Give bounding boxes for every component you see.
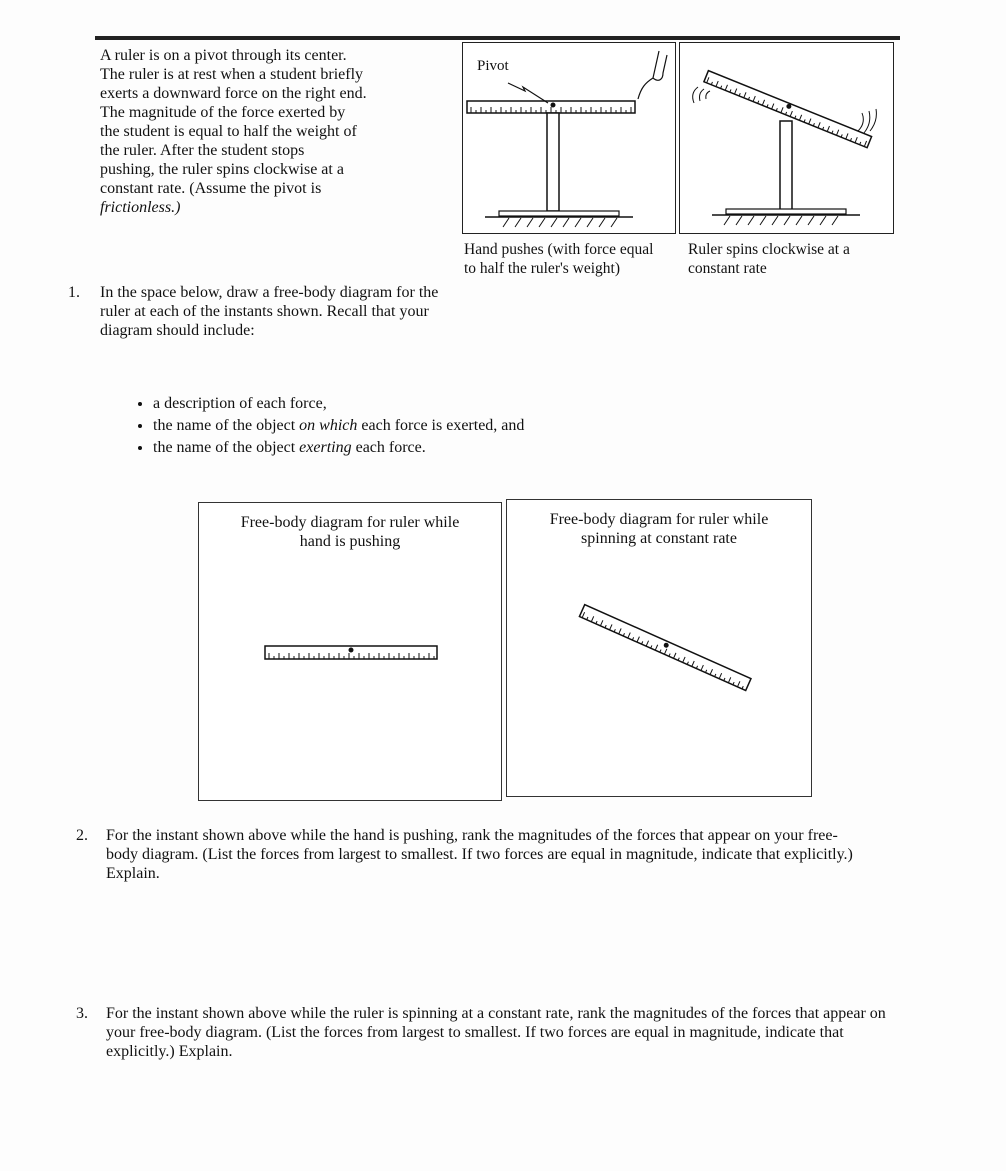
figure-ruler-spins	[679, 42, 894, 234]
bullet-text: each force is exerted, and	[357, 417, 525, 434]
intro-line: the ruler. After the student stops	[100, 142, 305, 159]
question-3-number: 3.	[76, 1005, 88, 1022]
fbd-title: Free-body diagram for ruler while hand is pushing	[240, 514, 460, 550]
tilted-ruler-drawing	[507, 500, 811, 796]
intro-paragraph	[100, 46, 445, 217]
bullet-text: each force.	[351, 439, 426, 456]
intro-line: A ruler is on a pivot through its center.	[100, 47, 347, 64]
motion-lines-icon	[693, 87, 710, 103]
bullet-item	[153, 415, 673, 437]
intro-line: The ruler is at rest when a student briefly	[100, 66, 364, 83]
intro-line-italic: frictionless.)	[100, 199, 181, 216]
caption-hand-pushes: Hand pushes (with force equal to half the ruler's weight)	[464, 241, 654, 277]
intro-line: exerts a downward force on the right end.	[100, 85, 367, 102]
intro-line: pushing, the ruler spins clockwise at a	[100, 161, 344, 178]
bullet-item	[153, 437, 673, 459]
fbd-box-spinning[interactable]	[506, 499, 812, 797]
question-2-text: For the instant shown above while the hand is pushing, rank the magnitudes of the forces that appear on your free-body diagram. (List the forces from largest to smallest. If two forces are equal in magnitude, indicate that explicitly.) Explain.	[106, 827, 853, 882]
intro-line: the student is equal to half the weight of	[100, 123, 357, 140]
bullet-text: the name of the object	[153, 439, 300, 456]
intro-line: constant rate. (Assume the pivot is	[100, 180, 322, 197]
fbd-title: Free-body diagram for ruler while spinning at constant rate	[549, 511, 769, 547]
bullet-emphasis: on which	[299, 417, 358, 434]
question-3-text: For the instant shown above while the ruler is spinning at a constant rate, rank the magnitudes of the forces that appear on your free-body diagram. (List the forces from largest to smallest. If two forces are equal in magnitude, indicate that explicitly.) Explain.	[106, 1005, 886, 1060]
bullet-text: a description of each force,	[153, 395, 327, 412]
q1-bullet-list	[135, 393, 673, 459]
hand-icon	[638, 51, 667, 99]
pivot-label: Pivot	[477, 58, 509, 74]
question-1-text: In the space below, draw a free-body diagram for the ruler at each of the instants shown. Recall that your diagram should include:	[100, 284, 439, 339]
question-1-number: 1.	[68, 284, 80, 301]
bullet-text: the name of the object	[153, 417, 300, 434]
fbd-box-hand-pushing[interactable]	[198, 502, 502, 801]
motion-lines-icon	[858, 109, 876, 133]
question-3-answer-space[interactable]	[106, 1070, 896, 1160]
figure-hand-pushes	[462, 42, 676, 234]
question-2-answer-space[interactable]	[106, 890, 866, 990]
question-2-number: 2.	[76, 827, 88, 844]
top-rule	[95, 36, 900, 40]
caption-ruler-spins: Ruler spins clockwise at a constant rate	[688, 241, 850, 277]
spinning-ruler-illustration	[680, 43, 893, 233]
intro-line: The magnitude of the force exerted by	[100, 104, 346, 121]
bullet-emphasis: exerting	[299, 439, 352, 456]
ruler-drawing	[199, 503, 501, 800]
bullet-item	[153, 393, 673, 415]
